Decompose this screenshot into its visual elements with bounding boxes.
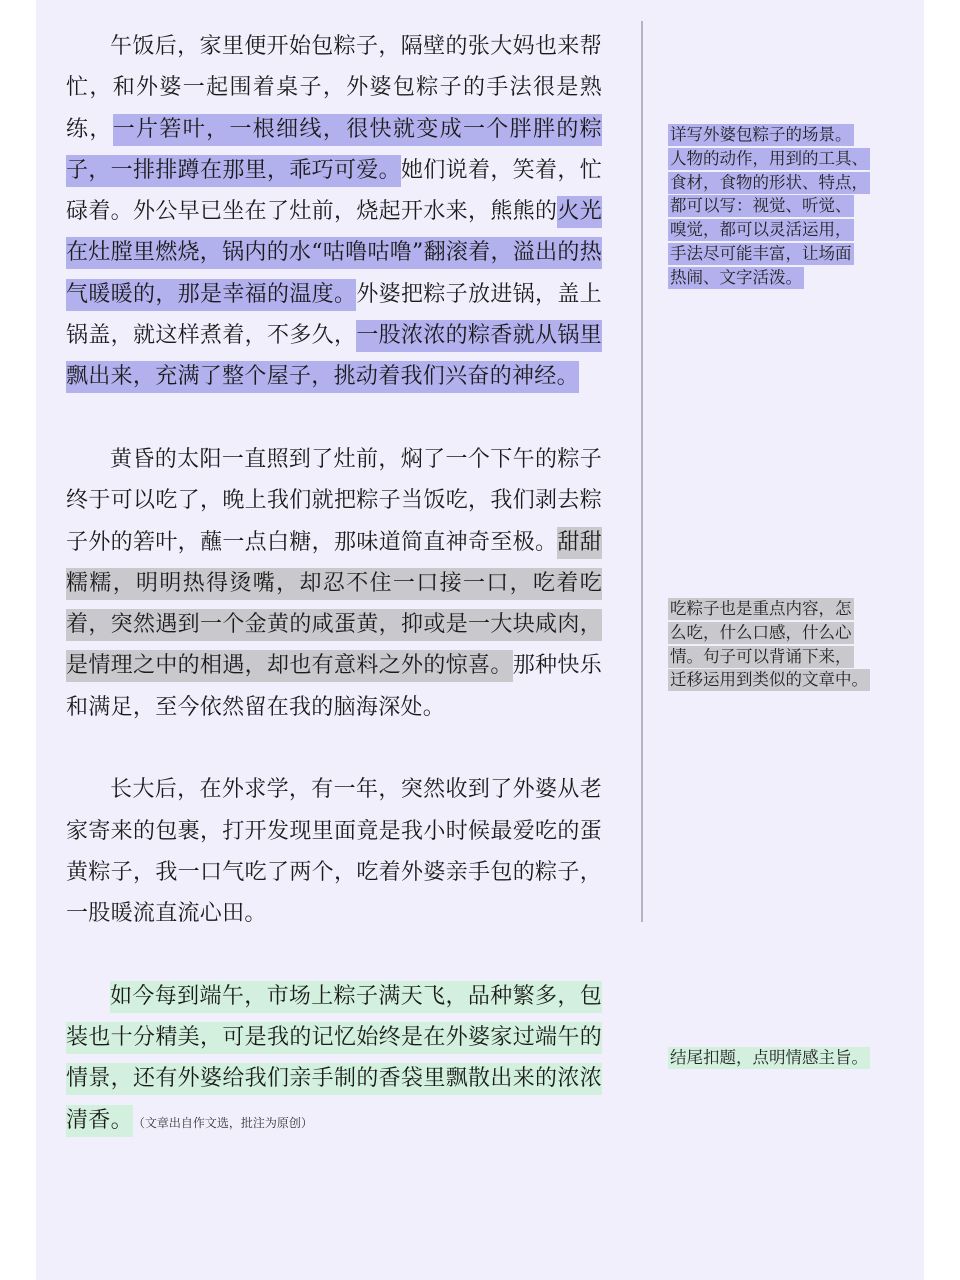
document-page: [36, 0, 924, 1280]
annotation-line: 人物的动作，用到的工具、: [670, 148, 868, 168]
essay-paragraph-4: [66, 976, 602, 1144]
essay-body: [66, 26, 602, 1144]
annotation-eating-focus: [668, 597, 908, 692]
annotation-line: 详写外婆包粽子的场景。: [670, 125, 852, 144]
highlight-green-segment: 如今每到端午，市场上粽子满天飞，品种繁多，包装也十分精美，可是我的记忆始终是在外婆家过端午的情景，还有外婆给我们亲手制的香袋里飘散出来的浓浓清香。: [66, 981, 602, 1137]
highlight-purple-segment: 一股浓浓的粽香就从锅里飘出来，充满了整个屋子，挑动着我们兴奋的神经。: [66, 320, 602, 393]
highlight-gray-segment: 甜甜糯糯，明明热得烫嘴，却忍不住一口接一口，吃着吃着，突然遇到一个金黄的咸蛋黄，抑或是一大块咸肉，是情理之中的相遇，却也有意料之外的惊喜。: [66, 527, 602, 683]
annotation-line: 手法尽可能丰富，让场面: [670, 243, 852, 263]
annotation-line: 么吃，什么口感，什么心: [670, 622, 852, 642]
text-segment: 那种快乐和满足，至今依然留在我的脑海深处。: [66, 653, 602, 720]
text-segment: 她们说着，笑着，忙碌着。外公早已坐在了灶前，烧起开水来，熊熊的: [66, 157, 602, 225]
text-segment: 外婆把粽子放进锅，盖上锅盖，就这样煮着，不多久，: [66, 281, 602, 349]
annotation-line: 结尾扣题，点明情感主旨。: [670, 1048, 868, 1067]
annotation-line: 情。句子可以背诵下来，: [670, 646, 852, 666]
annotation-line: 都可以写：视觉、听觉、: [670, 196, 852, 216]
text-segment: 黄昏的太阳一直照到了灶前，焖了一个下午的粽子终于可以吃了，晚上我们就把粽子当饭吃，我们剥去粽子外的箬叶，蘸一点白糖，那味道简直神奇至极。: [66, 446, 602, 555]
annotation-line: 吃粽子也是重点内容，怎: [670, 599, 852, 618]
source-note: （文章出自作文选，批注为原创）: [138, 1115, 313, 1130]
column-divider: [641, 21, 643, 922]
annotation-ending-theme: [668, 1046, 908, 1070]
essay-paragraph-2: [66, 439, 602, 728]
highlight-purple-segment: 一片箬叶，一根细线，很快就变成一个胖胖的粽子，一排排蹲在那里，乖巧可爱。: [66, 114, 602, 187]
essay-paragraph-3: [66, 769, 602, 934]
essay-paragraph-1: [66, 26, 602, 398]
annotation-line: 迁移运用到类似的文章中。: [670, 670, 868, 690]
text-segment: 长大后，在外求学，有一年，突然收到了外婆从老家寄来的包裹，打开发现里面竟是我小时候最爱吃的蛋黄粽子，我一口气吃了两个，吃着外婆亲手包的粽子，一股暖流直流心田。: [66, 777, 602, 927]
text-segment: 午饭后，家里便开始包粽子，隔壁的张大妈也来帮忙，和外婆一起围着桌子，外婆包粽子的手法很是熟练，: [66, 34, 602, 142]
annotation-line: 嗅觉，都可以灵活运用，: [670, 220, 852, 240]
highlight-purple-segment: 火光在灶膛里燃烧，锅内的水“咕噜咕噜”翻滚着，溢出的热气暖暖的，那是幸福的温度。: [66, 196, 602, 311]
annotation-scene-detail: [668, 123, 908, 290]
annotation-line: 食材，食物的形状、特点，: [670, 172, 868, 192]
annotation-line: 热闹、文字活泼。: [670, 267, 802, 287]
